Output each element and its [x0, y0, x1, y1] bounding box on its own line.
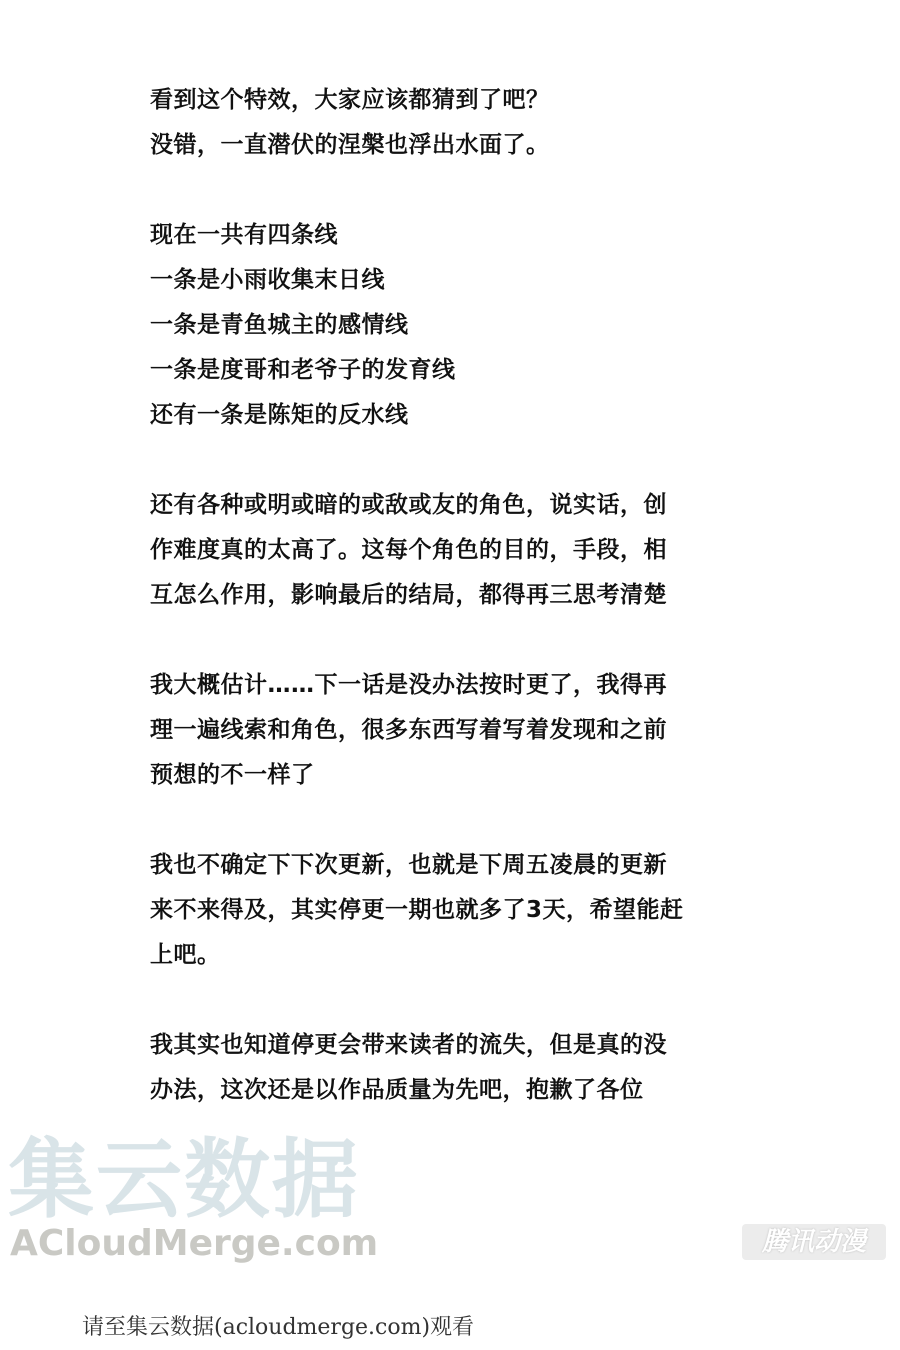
note-line: 我也不确定下下次更新，也就是下周五凌晨的更新: [150, 852, 667, 878]
watermark-en: ACloudMerge.com: [10, 1223, 379, 1264]
note-line: 一条是小雨收集末日线: [150, 267, 385, 293]
note-line: 看到这个特效，大家应该都猜到了吧？: [150, 87, 550, 113]
note-line: 来不来得及，其实停更一期也就多了3天，希望能赶: [150, 897, 684, 923]
footer-notice: 请至集云数据(acloudmerge.com)观看: [82, 1315, 475, 1340]
note-line: 作难度真的太高了。这每个角色的目的，手段，相: [150, 537, 667, 563]
note-line: 理一遍线索和角色，很多东西写着写着发现和之前: [150, 717, 667, 743]
note-line: 我大概估计……下一话是没办法按时更了，我得再: [150, 672, 667, 698]
note-paragraph-1: [150, 78, 770, 168]
watermark-cn: 集云数据: [8, 1130, 360, 1230]
note-paragraph-3: [150, 483, 770, 618]
note-line: 一条是青鱼城主的感情线: [150, 312, 409, 338]
note-line: 互怎么作用，影响最后的结局，都得再三思考清楚: [150, 582, 667, 608]
note-paragraph-6: [150, 1023, 770, 1113]
note-line: 现在一共有四条线: [150, 222, 338, 248]
note-paragraph-4: [150, 663, 770, 798]
note-line: 一条是度哥和老爷子的发育线: [150, 357, 456, 383]
note-line: 我其实也知道停更会带来读者的流失，但是真的没: [150, 1032, 667, 1058]
note-paragraph-2: [150, 213, 770, 438]
tencent-logo: 腾讯动漫: [742, 1224, 886, 1260]
note-line: 没错，一直潜伏的涅槃也浮出水面了。: [150, 132, 550, 158]
note-line: 办法，这次还是以作品质量为先吧，抱歉了各位: [150, 1077, 644, 1103]
note-line: 上吧。: [150, 942, 221, 968]
note-paragraph-5: [150, 843, 770, 978]
note-line: 还有一条是陈矩的反水线: [150, 402, 409, 428]
note-line: 预想的不一样了: [150, 762, 315, 788]
author-note: [150, 78, 770, 1158]
note-line: 还有各种或明或暗的或敌或友的角色，说实话，创: [150, 492, 667, 518]
